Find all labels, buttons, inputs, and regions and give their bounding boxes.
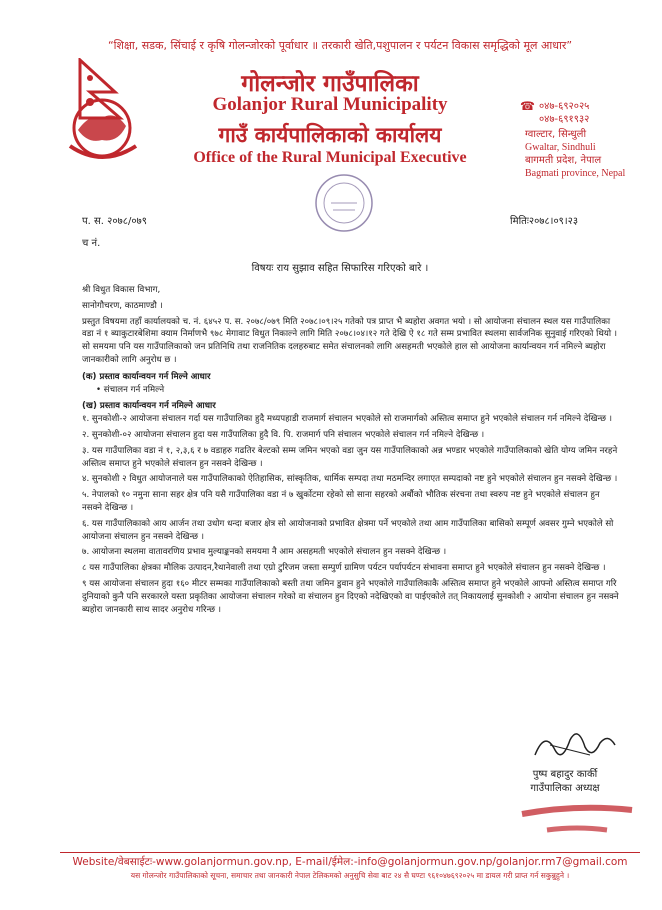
signature-name-stamp-icon — [517, 800, 637, 840]
point-2: २. सुनकोशी-०२ आयोजना संचालन हुदा यस गाउँपालिका हुदै वि. पि. राजमार्ग पनि संचालन भएकोले संचालन गर्न नमिल्ने देखिन्छ । — [82, 429, 485, 440]
address-np-line1: ग्वाल्टार, सिन्धुली — [525, 129, 587, 140]
letter-subject: विषयः राय सुझाव सहित सिफारिस गरिएको बारे । — [251, 263, 429, 274]
point-6: ६. यस गाउँपालिकाको आय आर्जन तथा उधोग धन्दा बजार क्षेत्र सो आयोजनाको प्रभावित क्षेत्रमा पर्ने भएकोले तथा आम गाउँपालिका बासिको सम्पूर्ण अवसर गुम्ने भएकोले सो आयोजना संचालन हुन नसक्ने देखिन्छ । — [82, 518, 614, 542]
point-7: ७. आयोजना स्थलमा वातावरणिय प्रभाव मुल्याङ्कनको समयमा नै आम असहमती भएकोले संचालन हुन नसक्ने देखिन्छ । — [82, 547, 447, 558]
recipient-line2: सानोगौचरण, काठमाण्डौ । — [82, 300, 163, 311]
phone-contact — [520, 100, 650, 126]
phone-number-2: ०४७-६९१९३२ — [538, 114, 590, 125]
footer-website-email: Website/वेबसाईटः-www.golanjormun.gov.np, E-mail/ईमेल:-info@golanjormun.gov.np/golanjor.rm7@gmail.com — [72, 856, 628, 868]
municipality-name-en: Golanjor Rural Municipality — [212, 94, 448, 115]
recipient-line1: श्री विधुत विकास विभाग, — [82, 285, 161, 295]
office-seal-stamp-icon — [313, 172, 375, 234]
intro-paragraph: प्रस्तुत विषयमा तहाँ कार्यालयको च. नं. ६४५२ प. स. २०७८/०७९ मिति २०७८।०९।२५ गतेको पत्र प्राप्त भै ब्यहोरा अवगत भयो । सो आयोजना संचालन स्थल यस गाउँपालिका वडा नं १ ब्याकुटारबेशिमा क्याम निर्माणभै ९७८ मेगावाट विधुत निकाल्ने लागि मिति २०७८।०४।१२ गते देखि ऐ १८ गते सम्म प्रभावित स्थलमा सार्वजनिक सुनुवाई गरिएको थियो । सो समयमा पनि यस गाउँपालिकाको जन प्रतिनिधि तथा राजनितिक दलहरुबाट समेत संचालनको लागि असहमती भएकोले हाल सो आयोजना कार्यान्वयन गर्न नमिल्ने ब्यहोरा जानकारीको लागि अनुरोध छ । — [82, 316, 618, 365]
nepal-emblem-icon — [60, 58, 150, 168]
section-b-heading: (ख) प्रस्ताव कार्यान्वयन गर्न नमिल्ने आधार — [82, 401, 216, 412]
telephone-icon: ☎ — [520, 99, 535, 113]
section-a-heading: (क) प्रस्ताव कार्यान्वयन गर्न मिल्ने आधार — [82, 371, 211, 382]
office-name-np: गाउँ कार्यपालिकाको कार्यालय — [218, 123, 442, 147]
point-1: १. सुनकोशी-२ आयोजना संचालन गर्दा यस गाउँपालिका हुदै मध्यपहाडी राजमार्ग संचालन भएकोले सो राजमार्गको अस्तित्व समाप्त हुने भएकोले संचालन गर्न नमिल्ने देखिन्छ । — [82, 414, 613, 425]
signatory-title: गाउँपालिका अध्यक्ष — [530, 783, 600, 794]
handwritten-signature — [530, 725, 620, 765]
municipality-name-np: गोलन्जोर गाउँपालिका — [241, 71, 419, 97]
office-name-en: Office of the Rural Municipal Executive — [193, 149, 467, 166]
address-en-line1: Gwaltar, Sindhuli — [525, 142, 596, 153]
section-a-item: • संचालन गर्न नमिल्ने — [96, 384, 165, 395]
signatory-name: पुष्प बहादुर कार्की — [532, 769, 598, 780]
point-5: ५. नेपालको १० नमुना साना सहर क्षेत्र पनि यसै गाउँपालिका वडा नं ७ खुर्कोटमा रहेको सो साना सहरको अर्बौको भौतिक संरचना तथा स्वरुप नष्ट हुने भएकोले संचालन हुन नसक्ने देखिन्छ । — [82, 490, 600, 513]
point-9: ९ यस आयोजना संचालन हुदा १६० मीटर सम्मका गाउँपालिकाको बस्ती तथा जमिन डुवान हुने भएकोले गाउँपालिकाकै अस्तित्व समाप्त हुने भएकोले आफ्नो अस्तित्व समाप्त गरि दुनियाको कुनै पनि सरकारले यस्ता प्रकृतिका आयोजना संचालन गरेको वा संचालन हुन दिएको नदेखिएको वा पाईएकोले तत् निकायलाई सुनकोशी २ आयोना संचालन हुन नसक्ने ब्यहोरा जानकारी साथ सादर अनुरोध गरिन्छ । — [82, 578, 619, 615]
address-np-line2: बागमती प्रदेश, नेपाल — [525, 155, 602, 166]
signatory-block — [505, 768, 625, 796]
point-8: ८ यस गाउँपालिका क्षेत्रका मौलिक उत्पादन,रैथानेवाली तथा एग्रो टुरिजम जस्ता सम्पुर्ण ग्रामिण पर्यटन पर्यापर्यटन संभावना समाप्त हुने भएकोले संचालन हुन नसक्ने देखिन्छ । — [82, 563, 606, 574]
footer-divider — [60, 852, 640, 853]
letter-body — [82, 284, 622, 619]
office-address — [525, 128, 655, 180]
point-3: ३. यस गाउँपालिका वडा नं १, २,३,६ र ७ वडाहरु गढतिर बेल्टको सम्म जमिन भएको वडा जुन यस गाउँपालिकाको अन्न भण्डार भएकोले गाउँपालिकाको खेति योग्य जमिन नरहने अस्तित्व समाप्त हुने भएकोले संचालन हुन नसक्ने देखिन्छ । — [82, 445, 618, 469]
address-en-line2: Bagmati province, Nepal — [525, 168, 626, 179]
phone-number-1: ०४७-६९२०२५ — [538, 101, 590, 112]
dispatch-number: च नं. — [82, 238, 101, 249]
point-4: ४. सुनकोशी २ विधुत आयोजनाले यस गाउँपालिकाको ऐतिहासिक, सांस्कृतिक, धार्मिक सम्पदा तथा मठमन्दिर लगाएत सम्पदाको नष्ट हुने भएकोले संचालन हुन नसक्ने देखिन्छ । — [82, 474, 618, 485]
letter-date: मितिः२०७८।०९।२३ — [510, 216, 579, 227]
footer-note: यस गोलन्जोर गाउँपालिकाको सूचना, समाचार तथा जानकारी नेपाल टेलिकमको अनुसुचि सेवा बाट २४ सै घण्टा ९६१०४७६९२०२५ मा डायल गरी प्राप्त गर्न सकुन्नुहुने । — [130, 871, 570, 880]
header-slogan: “शिक्षा, सडक, सिंचाई र कृषि गोलन्जोरको पूर्वाधार ॥ तरकारी खेति,पशुपालन र पर्यटन विकास समृद्धिको मूल आधार” — [107, 39, 573, 52]
reference-number: प. स. २०७८/०७९ — [82, 216, 147, 227]
